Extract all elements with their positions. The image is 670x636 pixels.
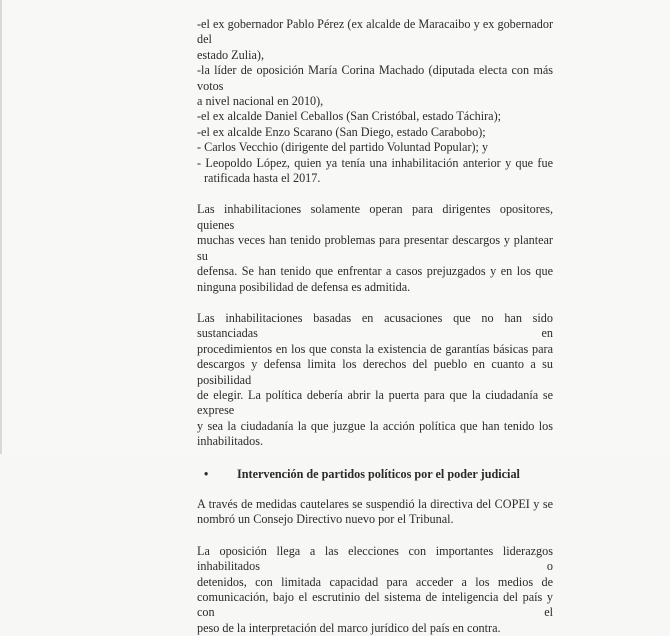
inhabilitados-list [197,17,553,186]
paragraph-line: peso de la interpretación del marco jurídico del país en contra. [197,620,501,635]
paragraph-line: de elegir. La política debería abrir la puerta para que la ciudadanía se exprese [197,387,553,418]
section-heading-text: Intervención de partidos políticos por el poder judicial [237,466,520,481]
paragraph-line: procedimientos en los que consta la existencia de garantías básicas para [197,341,553,356]
page-left-edge [0,0,2,454]
list-item-line: ratificada hasta el 2017. [204,171,321,186]
paragraph-line: La oposición llega a las elecciones con importantes liderazgos inhabilitados o [197,543,553,574]
list-item-line: -la líder de oposición María Corina Machado (diputada electa con más votos [197,63,553,93]
paragraph-4 [197,544,553,636]
list-item-line: -el ex alcalde Daniel Ceballos (San Cristóbal, estado Táchira); [197,109,502,124]
list-item-line: - Leopoldo López, quien ya tenía una inhabilitación anterior y que fue [197,155,553,170]
paragraph-line: Las inhabilitaciones solamente operan para dirigentes opositores, quienes [197,202,553,232]
paragraph-line: defensa. Se han tenido que enfrentar a casos prejuzgados y en los que [197,264,553,279]
list-item-line: - Carlos Vecchio (dirigente del partido Voluntad Popular); y [197,140,489,155]
paragraph-line: comunicación, bajo el escrutinio del sistema de inteligencia del país y con el [197,590,553,620]
paragraph-line: nombró un Consejo Directivo nuevo por el Tribunal. [197,512,454,527]
paragraph-line: muchas veces han tenido problemas para presentar descargos y plantear su [197,233,553,263]
list-item-line: -el ex gobernador Pablo Pérez (ex alcalde de Maracaibo y ex gobernador del [197,17,553,47]
paragraph-line: A través de medidas cautelares se suspendió la directiva del COPEI y se [197,496,553,511]
list-item-line: -el ex alcalde Enzo Scarano (San Diego, estado Carabobo); [197,124,486,139]
bullet-icon: • [204,466,209,481]
paragraph-line: ninguna posibilidad de defensa es admitida. [197,279,411,294]
paragraph-2 [197,311,553,450]
list-item-line: a nivel nacional en 2010), [197,94,324,109]
paragraph-line: descargos y defensa limita los derechos del pueblo en cuanto a su posibilidad [197,357,553,387]
paragraph-line: y sea la ciudadanía la que juzgue la acción política que han tenido los [197,418,553,433]
section-heading [197,467,553,482]
paragraph-line: inhabilitados. [197,434,264,449]
paragraph-3 [197,497,553,528]
paragraph-line: detenidos, con limitada capacidad para acceder a los medios de [197,574,553,589]
list-item-line: estado Zulia), [197,47,265,62]
paragraph-1 [197,202,553,294]
paragraph-line: Las inhabilitaciones basadas en acusaciones que no han sido sustanciadas en [197,310,553,341]
document-body [197,17,553,636]
